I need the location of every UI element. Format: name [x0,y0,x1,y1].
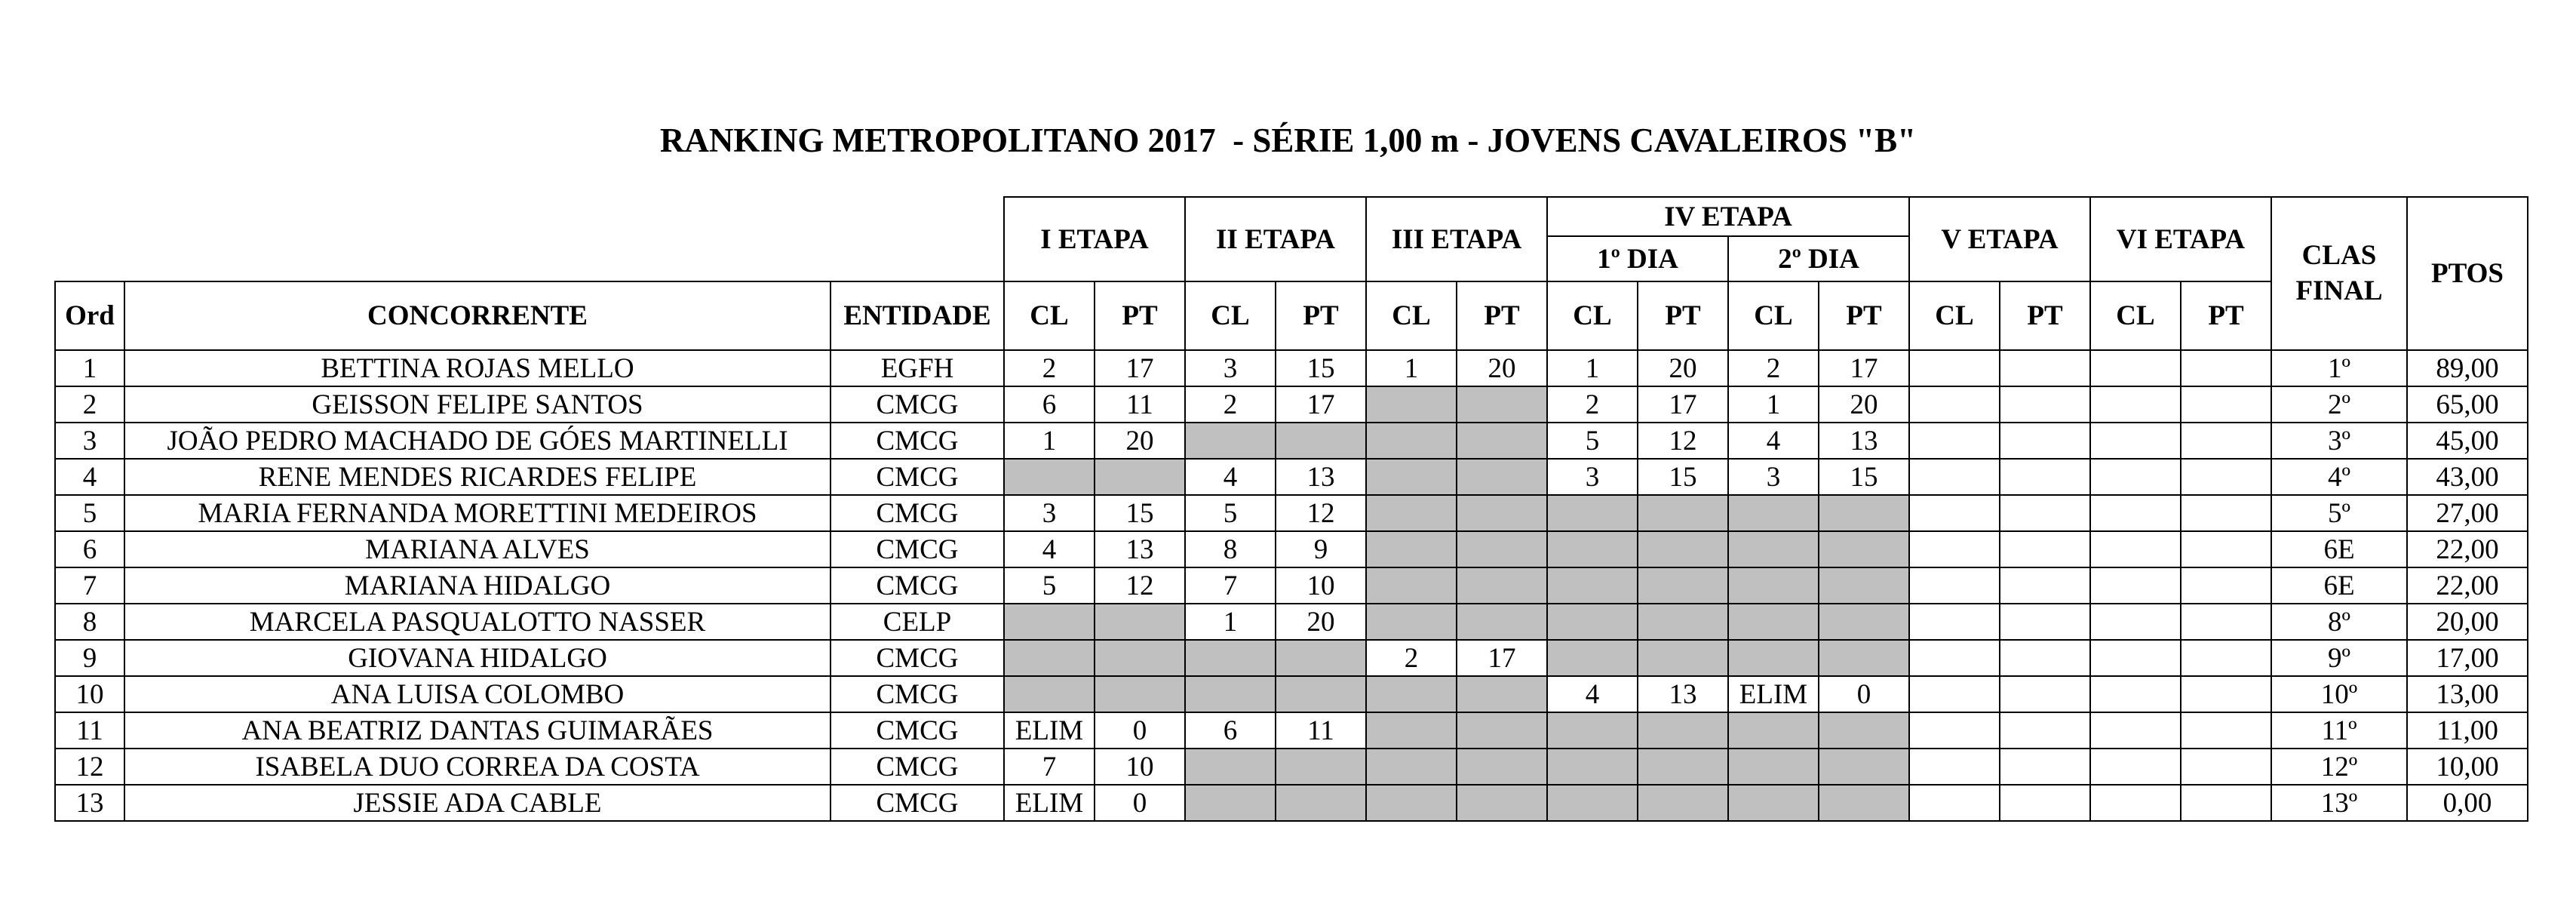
cl-header: CL [1366,281,1457,350]
cl-cell: 1 [1547,350,1638,386]
cl-cell [1366,712,1457,749]
entity-cell: CMCG [831,785,1004,821]
cl-cell [1547,640,1638,676]
pt-cell [2181,386,2271,423]
etapa-1-header: I ETAPA [1004,197,1185,281]
ord-cell: 2 [55,386,124,423]
cl-cell [1547,749,1638,785]
pt-cell [1638,749,1728,785]
name-cell: GIOVANA HIDALGO [124,640,831,676]
pt-cell [1276,640,1366,676]
cl-cell [2090,350,2181,386]
cl-cell [1909,749,2000,785]
cl-cell: 2 [1547,386,1638,423]
table-row [55,749,2528,785]
cl-cell [1909,676,2000,712]
cl-cell: 2 [1366,640,1457,676]
ptos-cell: 17,00 [2407,640,2528,676]
pt-cell: 15 [1638,459,1728,495]
cl-cell [1366,386,1457,423]
cl-cell: 4 [1547,676,1638,712]
cl-cell [2090,640,2181,676]
ptos-cell: 11,00 [2407,712,2528,749]
entity-cell: CMCG [831,567,1004,604]
pt-cell: 15 [1819,459,1909,495]
cl-cell: 5 [1185,495,1276,531]
cl-cell [1366,423,1457,459]
pt-cell [1819,531,1909,567]
ptos-cell: 22,00 [2407,567,2528,604]
pt-cell [1819,604,1909,640]
pt-cell [1457,749,1547,785]
cl-cell [1909,386,2000,423]
cl-cell [1909,350,2000,386]
pt-cell: 20 [1638,350,1728,386]
pt-cell [1457,459,1547,495]
pt-cell: 0 [1819,676,1909,712]
cl-cell [1909,459,2000,495]
etapa-3-header: III ETAPA [1366,197,1547,281]
ptos-cell: 89,00 [2407,350,2528,386]
cl-cell [1366,567,1457,604]
cl-cell [1366,749,1457,785]
cl-cell [2090,567,2181,604]
pt-cell: 20 [1457,350,1547,386]
entity-cell: CMCG [831,386,1004,423]
pt-cell [1457,676,1547,712]
cl-cell [1728,531,1819,567]
pt-cell: 11 [1095,386,1185,423]
cl-cell [1185,749,1276,785]
cl-cell: 4 [1185,459,1276,495]
pt-cell: 12 [1276,495,1366,531]
pt-cell [2181,785,2271,821]
cl-cell: 2 [1728,350,1819,386]
ptos-cell: 20,00 [2407,604,2528,640]
table-row [55,785,2528,821]
cl-cell [1547,712,1638,749]
cl-cell: 3 [1728,459,1819,495]
cl-cell [1728,567,1819,604]
cl-cell: 1 [1004,423,1095,459]
cl-cell: 7 [1185,567,1276,604]
cl-cell [2090,604,2181,640]
ptos-cell: 27,00 [2407,495,2528,531]
name-cell: MARIANA HIDALGO [124,567,831,604]
pt-cell [1276,785,1366,821]
pt-cell: 10 [1095,749,1185,785]
pt-cell [1638,495,1728,531]
name-cell: GEISSON FELIPE SANTOS [124,386,831,423]
pt-header: PT [1819,281,1909,350]
cl-header: CL [1547,281,1638,350]
pt-cell: 12 [1638,423,1728,459]
table-row [55,567,2528,604]
pt-cell: 9 [1276,531,1366,567]
pt-cell [1638,567,1728,604]
pt-cell [2000,785,2090,821]
cl-cell [1728,712,1819,749]
table-row [55,350,2528,386]
clas-final-cell: 12º [2271,749,2407,785]
cl-cell: 3 [1547,459,1638,495]
cl-cell [1909,604,2000,640]
pt-cell [1638,531,1728,567]
pt-header: PT [1638,281,1728,350]
pt-cell: 10 [1276,567,1366,604]
pt-cell [1638,604,1728,640]
pt-cell [1095,640,1185,676]
ord-cell: 8 [55,604,124,640]
pt-header: PT [2181,281,2271,350]
name-cell: ISABELA DUO CORREA DA COSTA [124,749,831,785]
entity-cell: CMCG [831,712,1004,749]
clas-final-cell: 5º [2271,495,2407,531]
pt-cell: 17 [1276,386,1366,423]
cl-cell [1547,567,1638,604]
pt-cell [2000,423,2090,459]
name-cell: MARIA FERNANDA MORETTINI MEDEIROS [124,495,831,531]
name-cell: MARIANA ALVES [124,531,831,567]
pt-cell [1457,604,1547,640]
pt-cell [2000,712,2090,749]
pt-header: PT [2000,281,2090,350]
pt-cell [1638,712,1728,749]
concorrente-header: CONCORRENTE [124,281,831,350]
pt-cell [1457,423,1547,459]
cl-header: CL [2090,281,2181,350]
pt-cell: 20 [1095,423,1185,459]
blank-header [55,197,1004,236]
ord-cell: 6 [55,531,124,567]
name-cell: BETTINA ROJAS MELLO [124,350,831,386]
pt-cell [2181,749,2271,785]
cl-cell: ELIM [1728,676,1819,712]
pt-cell [2181,350,2271,386]
pt-cell [2181,676,2271,712]
pt-cell [1457,495,1547,531]
pt-cell [1276,423,1366,459]
entity-cell: CMCG [831,531,1004,567]
ptos-cell: 10,00 [2407,749,2528,785]
page-title: RANKING METROPOLITANO 2017 - SÉRIE 1,00 m - JOVENS CAVALEIROS "B" [659,121,1917,159]
pt-cell [2000,567,2090,604]
cl-cell [2090,386,2181,423]
clas-final-cell: 10º [2271,676,2407,712]
pt-cell: 17 [1638,386,1728,423]
name-cell: JESSIE ADA CABLE [124,785,831,821]
pt-cell [1819,785,1909,821]
cl-cell: 6 [1004,386,1095,423]
cl-cell [2090,531,2181,567]
pt-cell: 12 [1095,567,1185,604]
cl-cell [1366,785,1457,821]
cl-cell [1547,531,1638,567]
table-row [55,459,2528,495]
pt-cell [1095,676,1185,712]
cl-header: CL [1909,281,2000,350]
table-row [55,604,2528,640]
pt-cell [2000,386,2090,423]
cl-cell: 3 [1004,495,1095,531]
pt-cell: 17 [1095,350,1185,386]
cl-cell [1728,495,1819,531]
pt-cell [2000,495,2090,531]
cl-cell: 6 [1185,712,1276,749]
cl-cell: 1 [1185,604,1276,640]
name-cell: MARCELA PASQUALOTTO NASSER [124,604,831,640]
pt-cell: 20 [1819,386,1909,423]
pt-cell [1819,567,1909,604]
clas-final-cell: 2º [2271,386,2407,423]
ptos-cell: 13,00 [2407,676,2528,712]
cl-cell: 4 [1728,423,1819,459]
cl-cell: 2 [1004,350,1095,386]
cl-cell [1366,495,1457,531]
pt-cell [2181,423,2271,459]
clas-final-cell: 13º [2271,785,2407,821]
cl-cell [2090,459,2181,495]
pt-cell: 13 [1819,423,1909,459]
pt-cell: 0 [1095,785,1185,821]
name-cell: JOÃO PEDRO MACHADO DE GÓES MARTINELLI [124,423,831,459]
ptos-cell: 22,00 [2407,531,2528,567]
pt-cell [1457,785,1547,821]
clas-final-cell: 8º [2271,604,2407,640]
cl-cell: ELIM [1004,712,1095,749]
pt-cell [2181,459,2271,495]
cl-cell [1004,604,1095,640]
ord-cell: 12 [55,749,124,785]
pt-cell [1819,712,1909,749]
cl-cell [1909,567,2000,604]
cl-cell: 7 [1004,749,1095,785]
pt-cell [2000,350,2090,386]
pt-cell: 13 [1638,676,1728,712]
pt-cell [2000,640,2090,676]
entity-cell: CELP [831,604,1004,640]
etapa-2-header: II ETAPA [1185,197,1366,281]
cl-cell [1909,531,2000,567]
cl-cell [2090,495,2181,531]
etapa-4-header: IV ETAPA [1547,197,1909,236]
pt-cell [2000,604,2090,640]
pt-cell [1276,676,1366,712]
cl-cell [1004,640,1095,676]
pt-cell [2181,531,2271,567]
entity-cell: CMCG [831,459,1004,495]
pt-cell [1457,386,1547,423]
cl-cell [1185,640,1276,676]
clas-final-cell: 11º [2271,712,2407,749]
ptos-cell: 45,00 [2407,423,2528,459]
cl-cell [1909,712,2000,749]
clas-final-cell: 6E [2271,567,2407,604]
name-cell: ANA BEATRIZ DANTAS GUIMARÃES [124,712,831,749]
pt-cell: 0 [1095,712,1185,749]
entity-cell: CMCG [831,676,1004,712]
ptos-cell: 65,00 [2407,386,2528,423]
pt-cell [2181,712,2271,749]
entity-cell: EGFH [831,350,1004,386]
clas-final-cell: 9º [2271,640,2407,676]
ptos-cell: 43,00 [2407,459,2528,495]
clas-final-cell: 1º [2271,350,2407,386]
pt-cell [2181,604,2271,640]
cl-cell [1728,604,1819,640]
pt-cell [1095,604,1185,640]
cl-cell [1909,495,2000,531]
cl-cell [1909,785,2000,821]
cl-cell [1185,676,1276,712]
pt-cell: 13 [1276,459,1366,495]
etapa-6-header: VI ETAPA [2090,197,2271,281]
cl-cell: ELIM [1004,785,1095,821]
ord-cell: 11 [55,712,124,749]
pt-cell: 15 [1095,495,1185,531]
cl-header: CL [1004,281,1095,350]
ord-cell: 7 [55,567,124,604]
entity-cell: CMCG [831,495,1004,531]
etapa-4-dia-1-header: 1º DIA [1547,236,1728,281]
table-row [55,712,2528,749]
clas-final-header: CLAS FINAL [2271,197,2407,350]
pt-cell [1819,749,1909,785]
pt-cell [2181,495,2271,531]
ptos-cell: 0,00 [2407,785,2528,821]
pt-header: PT [1095,281,1185,350]
ranking-body [55,350,2528,821]
cl-cell [1004,676,1095,712]
pt-cell: 13 [1095,531,1185,567]
clas-final-cell: 6E [2271,531,2407,567]
cl-cell [1004,459,1095,495]
name-cell: ANA LUISA COLOMBO [124,676,831,712]
cl-cell [1547,604,1638,640]
ord-cell: 9 [55,640,124,676]
table-row [55,531,2528,567]
ranking-table [54,196,2528,822]
cl-cell: 2 [1185,386,1276,423]
cl-header: CL [1728,281,1819,350]
cl-cell [1547,785,1638,821]
ord-cell: 3 [55,423,124,459]
ord-cell: 4 [55,459,124,495]
cl-cell: 5 [1547,423,1638,459]
pt-cell: 17 [1819,350,1909,386]
cl-cell [1366,459,1457,495]
cl-cell [1728,785,1819,821]
cl-cell [1728,640,1819,676]
clas-final-cell: 3º [2271,423,2407,459]
cl-cell [1366,604,1457,640]
ord-cell: 5 [55,495,124,531]
table-row [55,640,2528,676]
pt-cell [2181,567,2271,604]
pt-cell [1457,712,1547,749]
pt-cell [1638,640,1728,676]
ptos-header: PTOS [2407,197,2528,350]
table-row [55,676,2528,712]
cl-cell [2090,423,2181,459]
cl-cell: 5 [1004,567,1095,604]
pt-cell [1095,459,1185,495]
pt-cell [1638,785,1728,821]
cl-cell: 1 [1728,386,1819,423]
pt-cell [1457,531,1547,567]
etapa-4-dia-2-header: 2º DIA [1728,236,1909,281]
entidade-header: ENTIDADE [831,281,1004,350]
cl-cell [1909,640,2000,676]
ord-cell: 10 [55,676,124,712]
pt-cell [2000,459,2090,495]
pt-cell: 11 [1276,712,1366,749]
table-row [55,423,2528,459]
pt-cell: 15 [1276,350,1366,386]
ord-header: Ord [55,281,124,350]
clas-final-cell: 4º [2271,459,2407,495]
cl-cell [2090,749,2181,785]
cl-cell [2090,712,2181,749]
cl-cell: 1 [1366,350,1457,386]
pt-cell [1819,640,1909,676]
table-row [55,495,2528,531]
ord-cell: 13 [55,785,124,821]
cl-cell [1366,531,1457,567]
cl-cell [2090,785,2181,821]
etapa-5-header: V ETAPA [1909,197,2090,281]
cl-cell [1909,423,2000,459]
cl-cell: 3 [1185,350,1276,386]
cl-cell: 4 [1004,531,1095,567]
cl-cell [1185,423,1276,459]
pt-cell: 17 [1457,640,1547,676]
cl-cell: 8 [1185,531,1276,567]
pt-cell [1457,567,1547,604]
table-row [55,386,2528,423]
name-cell: RENE MENDES RICARDES FELIPE [124,459,831,495]
cl-cell [1366,676,1457,712]
pt-cell [2000,676,2090,712]
pt-cell [1276,749,1366,785]
cl-cell [1547,495,1638,531]
pt-cell [2000,531,2090,567]
entity-cell: CMCG [831,749,1004,785]
pt-header: PT [1276,281,1366,350]
pt-cell [2181,640,2271,676]
cl-cell [1728,749,1819,785]
cl-cell [1185,785,1276,821]
entity-cell: CMCG [831,640,1004,676]
ord-cell: 1 [55,350,124,386]
pt-cell: 20 [1276,604,1366,640]
cl-cell [2090,676,2181,712]
pt-cell [2000,749,2090,785]
blank-header [55,236,1004,281]
pt-cell [1819,495,1909,531]
cl-header: CL [1185,281,1276,350]
entity-cell: CMCG [831,423,1004,459]
pt-header: PT [1457,281,1547,350]
